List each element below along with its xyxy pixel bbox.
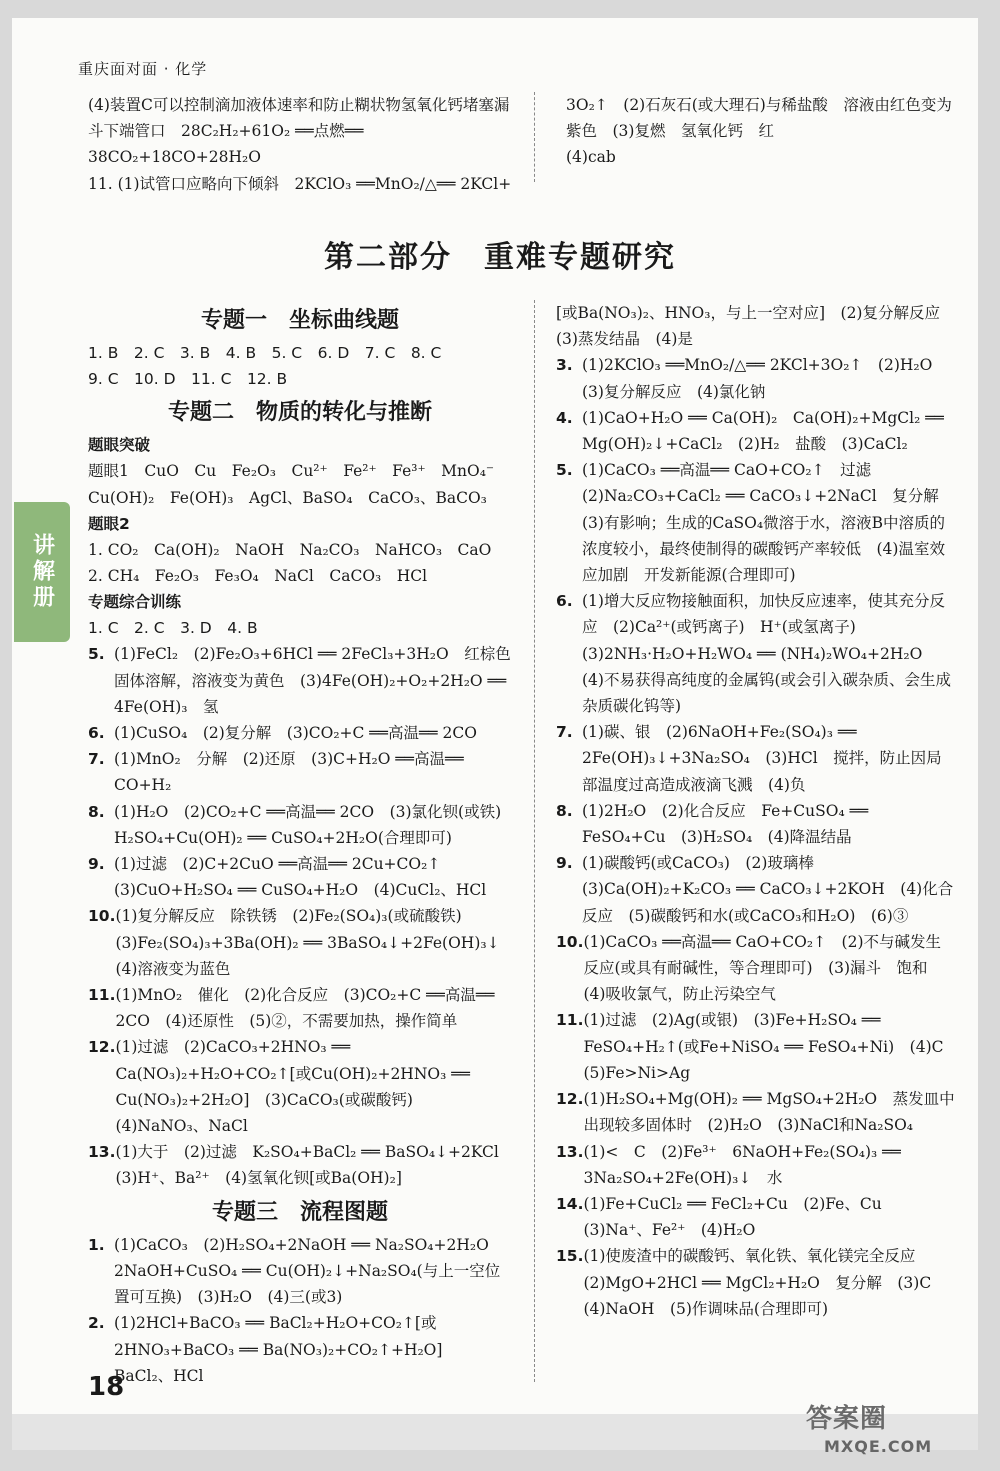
topic2-subtitle-training: 专题综合训练: [88, 593, 182, 612]
item-text: (1)H₂O (2)CO₂+C ══高温══ 2CO (3)氯化钡(或铁) H₂SO₄+Cu(OH)₂ ══ CuSO₄+2H₂O(合理即可): [114, 802, 517, 847]
topic1-title: 专题一 坐标曲线题: [200, 308, 399, 333]
answer-item: [556, 719, 956, 798]
top-left-para-2: 11. (1)试管口应略向下倾斜 2KClO₃ ══MnO₂/△══ 2KCl+: [88, 174, 512, 193]
item-number: 9.: [88, 855, 105, 874]
item-number: 7.: [88, 750, 105, 769]
page-number: 18: [88, 1372, 125, 1402]
top-right-para-1: 3O₂↑ (2)石灰石(或大理石)与稀盐酸 溶液由红色变为紫色 (3)复燃 氢氧化钙 红: [566, 96, 952, 141]
item-text: (1)使废渣中的碳酸钙、氧化铁、氧化镁完全反应 (2)MgO+2HCl ══ MgCl₂+H₂O 复分解 (3)C (4)NaOH (5)作调味品(合理即可): [583, 1247, 947, 1318]
right-column: [556, 300, 959, 1322]
item-text: (1)大于 (2)过滤 K₂SO₄+BaCl₂ ══ BaSO₄↓+2KCl (3)H⁺、Ba²⁺ (4)氢氧化钡[或Ba(OH)₂]: [115, 1143, 515, 1188]
answer-item: [88, 1034, 512, 1139]
top-left-column: [88, 92, 518, 197]
item-text: (1)CaO+H₂O ══ Ca(OH)₂ Ca(OH)₂+MgCl₂ ══ Mg(OH)₂↓+CaCl₂ (2)H₂ 盐酸 (3)CaCl₂: [582, 408, 944, 454]
answer-item: [88, 851, 512, 903]
answer-item: [88, 903, 516, 982]
column-divider: [534, 300, 535, 1382]
answer-item: [88, 799, 517, 851]
topic2-subtitle-eye: 题眼突破: [88, 436, 151, 455]
answer-item: [556, 1191, 956, 1243]
answer-item: [88, 1232, 512, 1311]
watermark-logo: 答案圈: [806, 1404, 888, 1434]
topic2-title: 专题二 物质的转化与推断: [167, 400, 432, 426]
eye2-line-2: 2. CH₄ Fe₂O₃ Fe₃O₄ NaCl CaCO₃ HCl: [88, 567, 428, 586]
part-title: 第二部分 重难专题研究: [324, 240, 676, 275]
running-header: 重庆面对面 · 化学: [78, 60, 208, 78]
topic1-answers-row-1: 1. B 2. C 3. B 4. B 5. C 6. D 7. C 8. C: [88, 344, 442, 362]
item-text: (1)复分解反应 除铁锈 (2)Fe₂(SO₄)₃(或硫酸铁) (3)Fe₂(SO₄)₃+3Ba(OH)₂ ══ 3BaSO₄↓+2Fe(OH)₃↓ (4)溶液变为蓝色: [115, 907, 516, 978]
item-number: 5.: [556, 461, 573, 480]
item-number: 1.: [88, 1235, 105, 1254]
item-number: 6.: [88, 724, 105, 743]
item-text: (1)碳、银 (2)6NaOH+Fe₂(SO₄)₃ ══ 2Fe(OH)₃↓+3Na₂SO₄ (3)HCl 搅拌，防止因局部温度过高造成液滴飞溅 (4)负: [582, 723, 942, 794]
item-text: (1)CaCO₃ ══高温══ CaO+CO₂↑ 过滤 (2)Na₂CO₃+CaCl₂ ══ CaCO₃↓+2NaCl 复分解 (3)有影响；生成的CaSO₄微溶于水，溶液B中溶质的浓度较小，最终使制得的碳酸钙产率较低 (4)温室效应加剧 开发新能源(合理即可): [582, 461, 955, 585]
item-text: (1)CaCO₃ ══高温══ CaO+CO₂↑ (2)不与碱发生反应(或具有耐碱性，等合理即可) (3)漏斗 饱和 (4)吸收氯气，防止污染空气: [583, 932, 944, 1004]
answer-item: [556, 457, 956, 588]
answer-item: [556, 1086, 956, 1138]
eye2-line-1: 1. CO₂ Ca(OH)₂ NaOH Na₂CO₃ NaHCO₃ CaO: [88, 540, 492, 559]
item-number: 12.: [88, 1038, 116, 1057]
item-number: 13.: [556, 1142, 584, 1161]
item-number: 7.: [556, 723, 573, 742]
item-text: (1)2HCl+BaCO₃ ══ BaCl₂+H₂O+CO₂↑[或2HNO₃+BaCO₃ ══ Ba(NO₃)₂+CO₂↑+H₂O] BaCl₂、HCl: [114, 1314, 458, 1385]
top-right-para-2: (4)cab: [566, 148, 616, 167]
item-number: 6.: [556, 592, 573, 611]
item-text: (1)过滤 (2)C+2CuO ══高温══ 2Cu+CO₂↑ (3)CuO+H₂SO₄ ══ CuSO₄+H₂O (4)CuCl₂、HCl: [114, 855, 487, 900]
item-text: (1)H₂SO₄+Mg(OH)₂ ══ MgSO₄+2H₂O 蒸发皿中出现较多固体时 (2)H₂O (3)NaCl和Na₂SO₄: [583, 1090, 955, 1135]
item-text: (1)过滤 (2)CaCO₃+2HNO₃ ══ Ca(NO₃)₂+H₂O+CO₂↑[或Cu(OH)₂+2HNO₃ ══ Cu(NO₃)₂+2H₂O] (3)CaCO₃(或碳酸钙) (4)NaNO₃、NaCl: [115, 1038, 470, 1136]
item-text: (1)MnO₂ 催化 (2)化合反应 (3)CO₂+C ══高温══ 2CO (4)还原性 (5)②，不需要加热，操作简单: [115, 986, 495, 1031]
item-number: 4.: [556, 408, 573, 427]
item-text: (1)过滤 (2)Ag(或银) (3)Fe+H₂SO₄ ══ FeSO₄+H₂↑(或Fe+NiSO₄ ══ FeSO₄+Ni) (4)C (5)Fe>Ni>Ag: [583, 1011, 959, 1082]
item-number: 12.: [556, 1090, 584, 1109]
item-number: 2.: [88, 1314, 105, 1333]
eye2-label: 题眼2: [88, 514, 130, 533]
topic2-mc-answers: 1. C 2. C 3. D 4. B: [88, 619, 258, 638]
top-right-column: [566, 92, 966, 171]
answer-item: [556, 1007, 959, 1086]
side-tab-label: 讲解册: [14, 502, 70, 642]
answer-item: [556, 352, 956, 404]
answer-item: [88, 720, 512, 746]
item-text: (1)FeCl₂ (2)Fe₂O₃+6HCl ══ 2FeCl₃+3H₂O 红棕色固体溶解，溶液变为黄色 (3)4Fe(OH)₂+O₂+2H₂O ══ 4Fe(OH)₃ 氢: [114, 645, 511, 716]
item-text: (1)CaCO₃ (2)H₂SO₄+2NaOH ══ Na₂SO₄+2H₂O 2NaOH+CuSO₄ ══ Cu(OH)₂↓+Na₂SO₄(与上一空位置可互换) (3)H₂O (4)三(或3): [114, 1235, 505, 1307]
item-text: (1)增大反应物接触面积，加快反应速率，使其充分反应 (2)Ca²⁺(或钙离子) H⁺(或氢离子) (3)2NH₃·H₂O+H₂WO₄ ══ (NH₄)₂WO₄+2H₂O (4)不易获得高纯度的金属钨(或会引入碳杂质、会生成杂质碳化钨等): [582, 592, 952, 716]
answer-item: [556, 929, 956, 1008]
item-text: (1)CuSO₄ (2)复分解 (3)CO₂+C ══高温══ 2CO: [114, 724, 477, 743]
answer-item: [556, 798, 956, 850]
answer-item: [556, 850, 956, 929]
item-number: 8.: [88, 802, 105, 821]
item-number: 10.: [88, 907, 116, 926]
item-text: (1)2KClO₃ ══MnO₂/△══ 2KCl+3O₂↑ (2)H₂O (3)复分解反应 (4)氯化钠: [582, 356, 948, 401]
answer-item: [556, 405, 956, 457]
answer-item: [88, 982, 512, 1034]
item-number: 3.: [556, 356, 573, 375]
item-text: (1)碳酸钙(或CaCO₃) (2)玻璃棒 (3)Ca(OH)₂+K₂CO₃ ══ CaCO₃↓+2KOH (4)化合反应 (5)碳酸钙和水(或CaCO₃和H₂O) (6)③: [582, 854, 954, 925]
item-number: 15.: [556, 1247, 584, 1266]
topic1-answers-row-2: 9. C 10. D 11. C 12. B: [88, 370, 288, 389]
top-left-para-1: (4)装置C可以控制滴加液体速率和防止糊状物氢氧化钙堵塞漏斗下端管口 28C₂H₂+61O₂ ══点燃══ 38CO₂+18CO+28H₂O: [88, 96, 510, 167]
answer-item: [88, 1139, 515, 1191]
answer-item: [88, 641, 512, 720]
watermark-url: MXQE.COM: [824, 1437, 933, 1456]
item-number: 11.: [556, 1011, 584, 1030]
answer-item: [556, 1139, 956, 1191]
left-column: [88, 300, 517, 1389]
answer-item: [556, 588, 956, 719]
continued-answer: [或Ba(NO₃)₂、HNO₃，与上一空对应] (2)复分解反应 (3)蒸发结晶 (4)是: [556, 304, 956, 349]
item-text: (1)MnO₂ 分解 (2)还原 (3)C+H₂O ══高温══ CO+H₂: [114, 750, 464, 795]
item-text: (1)2H₂O (2)化合反应 Fe+CuSO₄ ══ FeSO₄+Cu (3)H₂SO₄ (4)降温结晶: [582, 801, 869, 847]
item-number: 9.: [556, 854, 573, 873]
topic3-title: 专题三 流程图题: [211, 1199, 388, 1225]
answer-item: [556, 1243, 956, 1322]
item-number: 13.: [88, 1143, 116, 1162]
item-number: 11.: [88, 986, 116, 1005]
top-column-divider: [534, 92, 535, 182]
answer-item: [88, 1310, 512, 1389]
item-number: 5.: [88, 645, 105, 664]
eye1-line: 题眼1 CuO Cu Fe₂O₃ Cu²⁺ Fe²⁺ Fe³⁺ MnO₄⁻ Cu(OH)₂ Fe(OH)₃ AgCl、BaSO₄ CaCO₃、BaCO₃: [88, 462, 510, 507]
item-number: 14.: [556, 1194, 584, 1213]
item-text: (1)< C (2)Fe³⁺ 6NaOH+Fe₂(SO₄)₃ ══ 3Na₂SO₄+2Fe(OH)₃↓ 水: [583, 1142, 901, 1187]
item-text: (1)Fe+CuCl₂ ══ FeCl₂+Cu (2)Fe、Cu (3)Na⁺、Fe²⁺ (4)H₂O: [583, 1194, 898, 1240]
item-number: 8.: [556, 801, 573, 820]
answer-item: [88, 746, 512, 798]
item-number: 10.: [556, 932, 584, 951]
